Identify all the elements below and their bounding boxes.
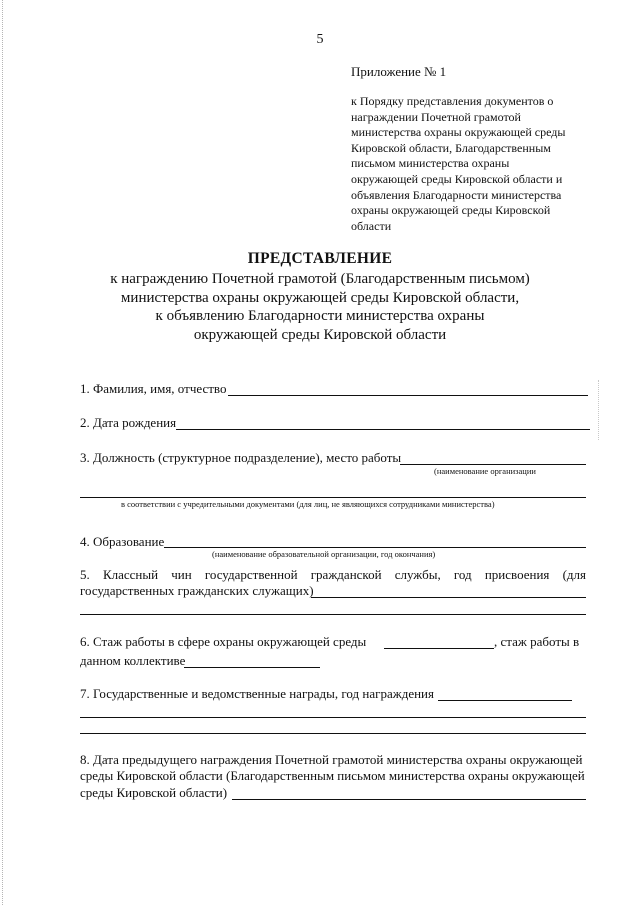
- field-3-note-charter: в соответствии с учредительными документами (для лиц, не являющихся сотрудниками министерства): [121, 499, 495, 509]
- document-subtitle: [0, 270, 640, 344]
- field-1-input-line[interactable]: [228, 395, 588, 396]
- field-2-input-line[interactable]: [176, 429, 590, 430]
- field-6-experience-input-line[interactable]: [384, 648, 494, 649]
- appendix-line: к Порядку представления документов о: [351, 94, 554, 108]
- field-4-input-line[interactable]: [164, 547, 586, 548]
- subtitle-line: к объявлению Благодарности министерства охраны: [155, 308, 485, 324]
- appendix-line: объявления Благодарности министерства: [351, 187, 562, 202]
- field-4-label: 4. Образование: [80, 534, 165, 549]
- subtitle-line: министерства охраны окружающей среды Кировской области,: [120, 289, 520, 306]
- page-number: 5: [316, 32, 324, 47]
- field-5-input-line-2[interactable]: [80, 614, 586, 615]
- field-8-label-line-3: среды Кировской области): [80, 785, 228, 800]
- field-6-label-line-2: данном коллективе: [80, 653, 186, 668]
- subtitle-line: к награждению Почетной грамотой (Благодарственным письмом): [110, 271, 530, 287]
- appendix-line: охраны окружающей среды Кировской: [351, 203, 551, 218]
- subtitle-line: окружающей среды Кировской области: [193, 326, 447, 343]
- field-1-label: 1. Фамилия, имя, отчество: [80, 381, 227, 396]
- field-7-input-line-3[interactable]: [80, 733, 586, 734]
- field-8-label-line-1: 8. Дата предыдущего награждения Почетной грамотой министерства охраны окружающей: [80, 752, 583, 767]
- appendix-line: области: [351, 218, 392, 233]
- field-8-label-line-2: среды Кировской области (Благодарственным письмом министерства охраны окружающей: [80, 768, 585, 783]
- scan-edge-left: [2, 0, 4, 905]
- field-3-input-line-2[interactable]: [80, 497, 586, 498]
- field-6-collective-input-line[interactable]: [184, 667, 320, 668]
- field-7-label: 7. Государственные и ведомственные награды, год награждения: [80, 686, 434, 701]
- field-8-input-line[interactable]: [232, 799, 586, 800]
- field-7-input-line-2[interactable]: [80, 717, 586, 718]
- scan-edge-right: [598, 380, 600, 440]
- appendix-reference: [351, 94, 591, 234]
- field-6-label-part-1: 6. Стаж работы в сфере охраны окружающей среды: [80, 634, 367, 649]
- field-3-input-line[interactable]: [400, 464, 586, 465]
- appendix-title: Приложение № 1: [351, 64, 447, 79]
- appendix-line: министерства охраны окружающей среды: [351, 125, 566, 140]
- field-3-note-organization: (наименование организации: [434, 466, 536, 476]
- field-4-note: (наименование образовательной организации, год окончания): [212, 549, 436, 559]
- field-5-label-line-2: государственных гражданских служащих): [80, 583, 314, 598]
- appendix-line: окружающей среды Кировской области и: [351, 171, 563, 186]
- field-3-label: 3. Должность (структурное подразделение), место работы: [80, 450, 402, 465]
- field-6-label-part-2: , стаж работы в: [494, 634, 580, 649]
- document-title: ПРЕДСТАВЛЕНИЕ: [247, 250, 393, 267]
- field-2-label: 2. Дата рождения: [80, 415, 177, 430]
- field-7-input-line[interactable]: [438, 700, 572, 701]
- field-5-input-line[interactable]: [311, 597, 586, 598]
- appendix-line: письмом министерства охраны: [351, 156, 510, 171]
- appendix-line: Кировской области, Благодарственным: [351, 140, 551, 155]
- field-5-label-line-1: 5. Классный чин государственной гражданской службы, год присвоения (для: [80, 567, 586, 582]
- appendix-line: награждении Почетной грамотой: [351, 109, 521, 124]
